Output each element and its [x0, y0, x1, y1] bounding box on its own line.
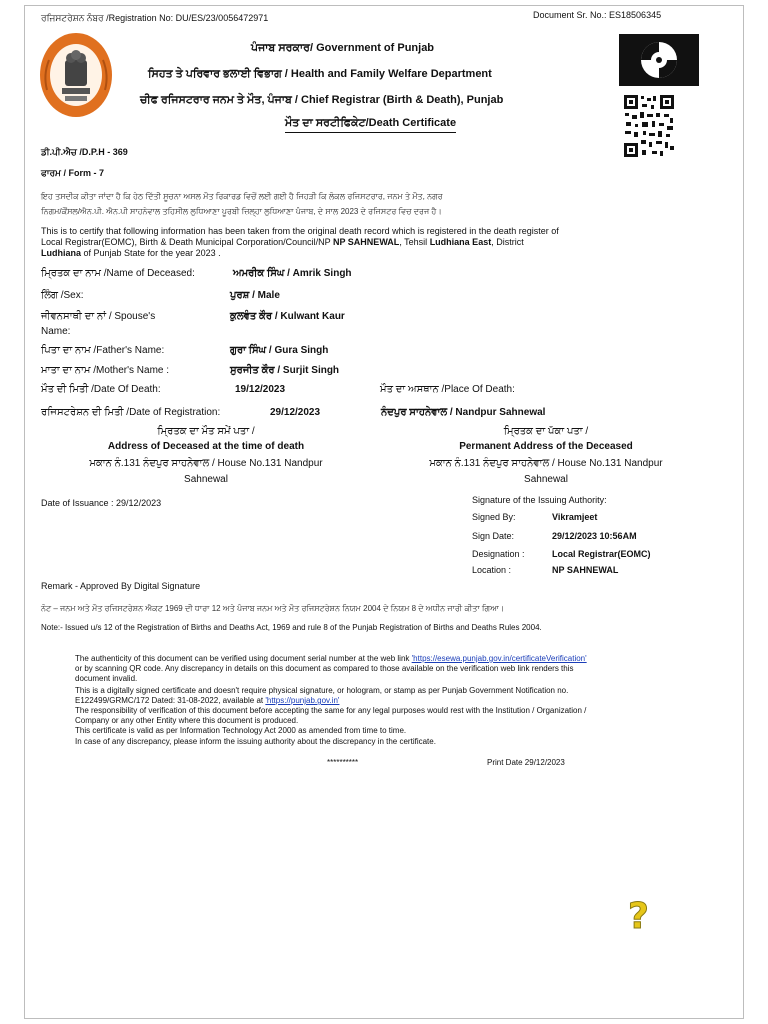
signed-by-label: Signed By: — [472, 512, 516, 522]
punjabi-note: ਨੋਟ – ਜਨਮ ਅਤੇ ਮੌਤ ਰਜਿਸਟਰੇਸ਼ਨ ਐਕਟ 1969 ਦੀ ਧਾਰਾ 12 ਅਤੇ ਪੰਜਾਬ ਜਨਮ ਅਤੇ ਮੌਤ ਰਜਿਸਟਰੇਸ਼ਨ ਨਿਯਮ 2004 ਦੇ ਨਿਯਮ 8 ਦੇ ਅਧੀਨ ਜਾਰੀ ਕੀਤਾ ਗਿਆ। — [41, 604, 505, 613]
intro-text: . — [218, 248, 221, 258]
intro-text: Local Registrar(EOMC), Birth & Death Municipal Corporation/Council/NP — [41, 237, 331, 247]
registration-number: ਰਜਿਸਟਰੇਸ਼ਨ ਨੰਬਰ /Registration No: DU/ES/23/0056472971 — [41, 13, 269, 23]
signed-by-value: Vikramjeet — [552, 512, 598, 522]
form-number: ਫਾਰਮ / Form - 7 — [41, 168, 104, 178]
sign-date-label: Sign Date: — [472, 531, 515, 541]
date-of-registration-label: ਰਜਿਸਟਰੇਸ਼ਨ ਦੀ ਮਿਤੀ /Date of Registration: — [41, 407, 221, 418]
deceased-address-title: Address of Deceased at the time of death — [107, 441, 305, 452]
certificate-title: ਮੌਤ ਦਾ ਸਰਟੀਫਿਕੇਟ/Death Certificate — [285, 117, 456, 133]
intro-punjabi-line-1: ਇਹ ਤਸਦੀਕ ਕੀਤਾ ਜਾਂਦਾ ਹੈ ਕਿ ਹੇਠ ਦਿੱਤੀ ਸੂਚਨਾ ਅਸਲ ਮੌਤ ਰਿਕਾਰਡ ਵਿਚੋਂ ਲਈ ਗਈ ਹੈ ਜਿਹੜੀ ਕਿ ਲੋਕਲ ਰਜਿਸਟਰਾਰ, ਜਨਮ ਤੇ ਮੌਤ, ਨਗਰ — [41, 192, 443, 201]
qr-code-icon[interactable] — [623, 94, 675, 158]
sign-date-value: 29/12/2023 10:56AM — [552, 531, 637, 541]
date-of-death-value: 19/12/2023 — [235, 384, 286, 395]
mother-name-value: ਸੁਰਜੀਤ ਕੌਰ / Surjit Singh — [230, 365, 340, 376]
spouse-label-line-2: Name: — [41, 326, 71, 337]
intro-text: , District — [491, 237, 524, 247]
intro-punjabi-line-2: ਨਿਗਮ/ਕੌਂਸਲ/ਐਨ.ਪੀ. ਐਨ.ਪੀ ਸਾਹਨੇਵਾਲ ਤਹਿਸੀਲ ਲੁਧਿਆਣਾ ਪੂਰਬੀ ਜ਼ਿਲ੍ਹਾ ਲੁਧਿਆਣਾ ਪੰਜਾਬ, ਦੇ ਸਾਲ 2023 ਦੇ ਰਜਿਸਟਰ ਵਿਚ ਦਰਜ ਹੈ। — [41, 207, 442, 216]
permanent-address-line-2: Sahnewal — [524, 474, 568, 485]
deceased-address-line-2: Sahnewal — [184, 474, 228, 485]
designation-label: Designation : — [472, 549, 525, 559]
department-logo-icon — [619, 34, 699, 86]
name-of-deceased-label: ਮ੍ਰਿਤਕ ਦਾ ਨਾਮ /Name of Deceased: — [41, 268, 195, 279]
remark: Remark - Approved By Digital Signature — [41, 581, 201, 591]
responsibility-line-1: The responsibility of verification of this document before accepting the same for any legal purposes would rest with the Institution / Organization / — [75, 706, 587, 715]
date-of-registration-value: 29/12/2023 — [270, 407, 321, 418]
date-of-issuance: Date of Issuance : 29/12/2023 — [41, 498, 162, 508]
location-label: Location : — [472, 565, 512, 575]
responsibility-line-2: Company or any other Entity where this document is produced. — [75, 716, 299, 725]
document-serial-number: Document Sr. No.: ES18506345 — [533, 10, 662, 20]
svg-text:?: ? — [628, 896, 649, 934]
location-value: NP SAHNEWAL — [552, 565, 619, 575]
permanent-address-line-1: ਮਕਾਨ ਨੰ.131 ਨੰਦਪੁਰ ਸਾਹਨੇਵਾਲ / House No.131 Nandpur — [429, 458, 663, 469]
digital-signature-line-2 — [75, 696, 339, 705]
intro-text: of Punjab State for the year — [83, 248, 194, 258]
date-of-death-label: ਮੌਤ ਦੀ ਮਿਤੀ /Date Of Death: — [41, 384, 161, 395]
sex-label: ਲਿੰਗ /Sex: — [41, 290, 84, 301]
english-note: Note:- Issued u/s 12 of the Registration of Births and Deaths Act, 1969 and rule 8 of the Punjab Registration of Births and Deaths Rules 2004. — [41, 623, 542, 632]
place-of-death-label: ਮੌਤ ਦਾ ਅਸਥਾਨ /Place Of Death: — [380, 384, 515, 395]
it-act-line: This certificate is valid as per Information Technology Act 2000 as amended from time to time. — [75, 726, 407, 735]
intro-year-value: 2023 — [195, 248, 216, 258]
permanent-address-title: Permanent Address of the Deceased — [459, 441, 633, 452]
digital-signature-line-1: This is a digitally signed certificate and doesn't require physical signature, or hologram, or stamp as per Punjab Government Notification no. — [75, 686, 569, 695]
print-date: Print Date 29/12/2023 — [487, 758, 565, 767]
certificate-page — [24, 5, 744, 1019]
help-question-icon[interactable] — [625, 894, 655, 934]
intro-text: , Tehsil — [399, 237, 428, 247]
mother-name-label: ਮਾਤਾ ਦਾ ਨਾਮ /Mother's Name : — [41, 365, 170, 376]
separator-stars: ********** — [327, 758, 359, 767]
department-title: ਸਿਹਤ ਤੇ ਪਰਿਵਾਰ ਭਲਾਈ ਵਿਭਾਗ / Health and Family Welfare Department — [148, 68, 492, 80]
authenticity-text: The authenticity of this document can be verified using document serial number at the web link — [75, 654, 410, 663]
intro-english-line-1: This is to certify that following information has been taken from the original death record which is registered in the death register of — [41, 226, 559, 236]
spouse-value: ਕੁਲਵੰਤ ਕੌਰ / Kulwant Kaur — [230, 311, 345, 322]
authenticity-line-3: document invalid. — [75, 674, 138, 683]
spouse-label: ਜੀਵਨਸਾਥੀ ਦਾ ਨਾਂ / Spouse's — [41, 311, 156, 322]
permanent-address-title-punjabi: ਮ੍ਰਿਤਕ ਦਾ ਪੱਕਾ ਪਤਾ / — [503, 426, 589, 437]
authenticity-line-2: or by scanning QR code. Any discrepancy in details on this document as compared to those available on the verification web link renders this — [75, 664, 574, 673]
discrepancy-line: In case of any discrepancy, please inform the issuing authority about the discrepancy in the certificate. — [75, 737, 436, 746]
punjab-emblem-icon — [37, 30, 115, 120]
deceased-address-line-1: ਮਕਾਨ ਨੰ.131 ਨੰਦਪੁਰ ਸਾਹਨੇਵਾਲ / House No.131 Nandpur — [89, 458, 323, 469]
place-of-death-value: ਨੰਦਪੁਰ ਸਾਹਨੇਵਾਲ / Nandpur Sahnewal — [381, 407, 546, 418]
sex-value: ਪੁਰਸ਼ / Male — [230, 290, 280, 301]
deceased-address-title-punjabi: ਮ੍ਰਿਤਕ ਦਾ ਮੌਤ ਸਮੇਂ ਪਤਾ / — [157, 426, 255, 437]
chief-registrar-title: ਚੀਫ ਰਜਿਸਟਰਾਰ ਜਨਮ ਤੇ ਮੌਤ, ਪੰਜਾਬ / Chief Registrar (Birth & Death), Punjab — [140, 94, 504, 106]
name-of-deceased-value: ਅਮਰੀਕ ਸਿੰਘ / Amrik Singh — [233, 268, 352, 279]
punjab-gov-link[interactable]: 'https://punjab.gov.in' — [265, 696, 340, 705]
intro-district-value: Ludhiana — [41, 248, 81, 258]
government-title: ਪੰਜਾਬ ਸਰਕਾਰ/ Government of Punjab — [251, 42, 435, 54]
verification-link[interactable]: 'https://esewa.punjab.gov.in/certificateVerification' — [411, 654, 587, 663]
intro-english-line-2 — [41, 237, 524, 247]
designation-value: Local Registrar(EOMC) — [552, 549, 651, 559]
dph-number: ਡੀ.ਪੀ.ਐਚ /D.P.H - 369 — [41, 147, 128, 157]
father-name-label: ਪਿਤਾ ਦਾ ਨਾਮ /Father's Name: — [41, 345, 165, 356]
father-name-value: ਗੁਰਾ ਸਿੰਘ / Gura Singh — [230, 345, 329, 356]
intro-tehsil-value: Ludhiana East — [429, 237, 492, 247]
intro-np-value: NP SAHNEWAL — [332, 237, 400, 247]
digital-signature-text: E122499/GRMC/172 Dated: 31-08-2022, available at — [75, 696, 264, 705]
signature-title: Signature of the Issuing Authority: — [472, 495, 607, 505]
authenticity-line-1 — [75, 654, 587, 663]
intro-english-line-3 — [41, 248, 221, 258]
